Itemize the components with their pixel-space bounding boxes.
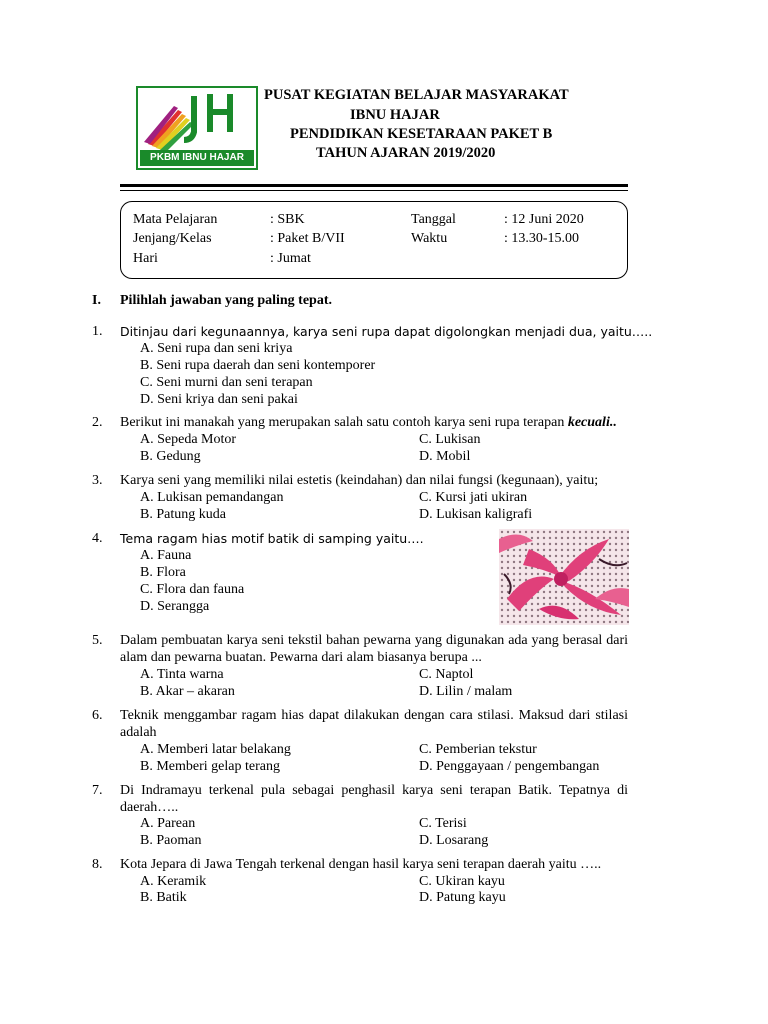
kelas-value: : Paket B/VII xyxy=(270,231,345,246)
q8-text: Kota Jepara di Jawa Tengah terkenal dengan hasil karya seni terapan daerah yaitu ….. xyxy=(120,857,602,872)
q7-option-d: D. Losarang xyxy=(419,833,489,848)
q2-option-b: B. Gedung xyxy=(140,449,201,464)
q2-text-main: Berikut ini manakah yang merupakan salah satu contoh karya seni rupa terapan xyxy=(120,415,568,430)
header-line-1: PUSAT KEGIATAN BELAJAR MASYARAKAT xyxy=(264,87,569,103)
q1-option-c: C. Seni murni dan seni terapan xyxy=(140,375,313,390)
q6-option-b: B. Memberi gelap terang xyxy=(140,759,280,774)
q6-text: Teknik menggambar ragam hias dapat dilakukan dengan cara stilasi. Maksud dari stilasi xyxy=(120,708,628,723)
q4-option-b: B. Flora xyxy=(140,565,186,580)
q7-number: 7. xyxy=(92,783,103,798)
waktu-value: : 13.30-15.00 xyxy=(504,231,580,246)
q2-option-d: D. Mobil xyxy=(419,449,471,464)
q6-option-a: A. Memberi latar belakang xyxy=(140,742,291,757)
q2-option-c: C. Lukisan xyxy=(419,432,481,447)
batik-motif-image xyxy=(499,529,629,625)
q6-text-line2: adalah xyxy=(120,725,157,740)
book-logo-icon xyxy=(138,88,256,152)
q8-option-a: A. Keramik xyxy=(140,874,207,889)
q1-text: Ditinjau dari kegunaannya, karya seni rupa dapat digolongkan menjadi dua, yaitu….. xyxy=(120,324,653,339)
q1-option-b: B. Seni rupa daerah dan seni kontemporer xyxy=(140,358,376,373)
q4-number: 4. xyxy=(92,531,103,546)
q4-option-c: C. Flora dan fauna xyxy=(140,582,245,597)
q2-number: 2. xyxy=(92,415,103,430)
q5-text-line2: alam dan pewarna buatan. Pewarna dari alam biasanya berupa ... xyxy=(120,650,482,665)
q3-option-a: A. Lukisan pemandangan xyxy=(140,490,284,505)
hari-value: : Jumat xyxy=(270,251,311,266)
q3-option-d: D. Lukisan kaligrafi xyxy=(419,507,533,522)
header-line-4: TAHUN AJARAN 2019/2020 xyxy=(316,145,496,161)
mapel-value: : SBK xyxy=(270,212,305,227)
q5-text: Dalam pembuatan karya seni tekstil bahan pewarna yang digunakan ada yang berasal dari xyxy=(120,633,628,648)
pkbm-logo xyxy=(136,86,258,170)
q3-option-c: C. Kursi jati ukiran xyxy=(419,490,528,505)
q8-option-d: D. Patung kayu xyxy=(419,890,506,905)
q6-option-c: C. Pemberian tekstur xyxy=(419,742,537,757)
q2-text xyxy=(120,414,617,431)
logo-text: PKBM IBNU HAJAR xyxy=(140,150,254,166)
batik-flora-motif xyxy=(499,529,629,625)
kelas-label: Jenjang/Kelas xyxy=(133,231,212,246)
q1-number: 1. xyxy=(92,324,103,339)
hari-label: Hari xyxy=(133,251,158,266)
tanggal-value: : 12 Juni 2020 xyxy=(504,212,584,227)
q4-option-d: D. Serangga xyxy=(140,599,210,614)
q5-number: 5. xyxy=(92,633,103,648)
q7-text: Di Indramayu terkenal pula sebagai penghasil karya seni terapan Batik. Tepatnya di xyxy=(120,783,628,798)
waktu-label: Waktu xyxy=(411,231,448,246)
header-line-3: PENDIDIKAN KESETARAAN PAKET B xyxy=(290,126,553,142)
q6-number: 6. xyxy=(92,708,103,723)
q5-option-a: A. Tinta warna xyxy=(140,667,224,682)
q3-option-b: B. Patung kuda xyxy=(140,507,226,522)
q5-option-c: C. Naptol xyxy=(419,667,474,682)
q7-option-c: C. Terisi xyxy=(419,816,467,831)
header-divider-thin xyxy=(120,190,628,191)
tanggal-label: Tanggal xyxy=(411,212,456,227)
q4-text: Tema ragam hias motif batik di samping yaitu…. xyxy=(120,531,424,546)
header-line-2: IBNU HAJAR xyxy=(350,107,440,123)
q1-option-d: D. Seni kriya dan seni pakai xyxy=(140,392,298,407)
q4-option-a: A. Fauna xyxy=(140,548,192,563)
section-title: Pilihlah jawaban yang paling tepat. xyxy=(120,293,332,308)
q8-number: 8. xyxy=(92,857,103,872)
header-divider-thick xyxy=(120,184,628,187)
q3-number: 3. xyxy=(92,473,103,488)
q8-option-b: B. Batik xyxy=(140,890,187,905)
q7-option-a: A. Parean xyxy=(140,816,196,831)
q3-text: Karya seni yang memiliki nilai estetis (keindahan) dan nilai fungsi (kegunaan), yaitu; xyxy=(120,473,599,488)
q6-option-d: D. Penggayaan / pengembangan xyxy=(419,759,600,774)
q5-option-d: D. Lilin / malam xyxy=(419,684,513,699)
q5-option-b: B. Akar – akaran xyxy=(140,684,235,699)
section-number: I. xyxy=(92,293,101,308)
q8-option-c: C. Ukiran kayu xyxy=(419,874,505,889)
q7-text-line2: daerah….. xyxy=(120,800,179,815)
mapel-label: Mata Pelajaran xyxy=(133,212,218,227)
q1-option-a: A. Seni rupa dan seni kriya xyxy=(140,341,293,356)
q7-option-b: B. Paoman xyxy=(140,833,202,848)
q2-text-emphasis: kecuali.. xyxy=(567,415,617,430)
q2-option-a: A. Sepeda Motor xyxy=(140,432,237,447)
